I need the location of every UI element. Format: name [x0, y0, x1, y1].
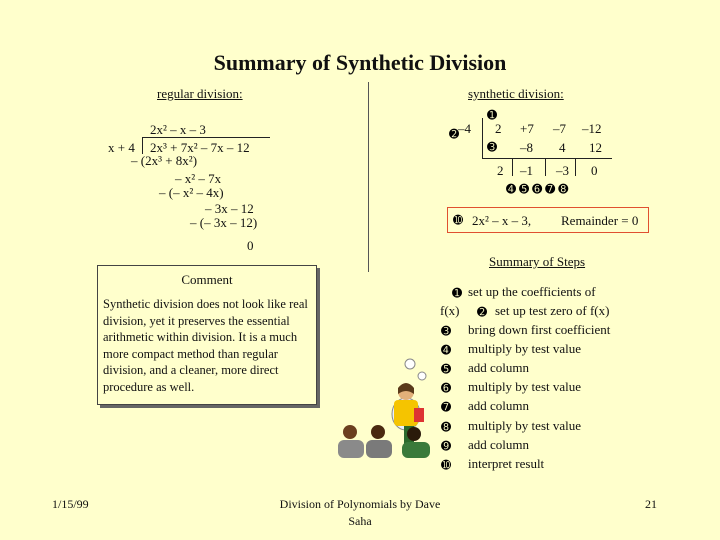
coefficient-4: –12: [582, 121, 602, 136]
step-7-text: add column: [468, 398, 530, 413]
step-line-5: – (– 3x – 12): [190, 215, 258, 230]
long-division-bar: [142, 137, 270, 138]
step-line-3: – (– x² – 4x): [159, 185, 224, 200]
coefficient-1: 2: [495, 121, 502, 136]
step-1-text: set up the coefficients of: [468, 284, 596, 299]
long-division-bracket: [142, 137, 143, 154]
step-8-icon: ➑: [441, 420, 452, 434]
synthetic-sum-line: [482, 158, 612, 159]
footer-title-line2: Saha: [348, 514, 372, 528]
step-9-icon: ➒: [441, 439, 452, 453]
result-polynomial: 2x² – x – 3,: [472, 213, 532, 228]
step-9-text: add column: [468, 437, 530, 452]
step-7-icon: ➐: [441, 400, 452, 414]
step-line-1: – (2x³ + 8x²): [131, 153, 198, 168]
remainder-text: Remainder = 0: [561, 213, 639, 228]
step-1-marker-icon: ➊: [487, 108, 498, 122]
test-zero: –4: [458, 121, 471, 136]
step-3-icon: ➌: [441, 324, 452, 338]
teacher-students-clipart: [326, 358, 434, 458]
regular-division-header: regular division:: [157, 86, 243, 101]
step-4-text: multiply by test value: [468, 341, 582, 356]
step-4-icon: ➍: [441, 343, 452, 357]
product-3: 12: [589, 140, 602, 155]
comment-title: Comment: [181, 272, 233, 287]
step-2-icon: ➋: [477, 305, 488, 319]
step-11-marker-icon: ➓: [453, 213, 464, 227]
quotient: 2x² – x – 3: [150, 122, 206, 137]
step-5-text: add column: [468, 360, 530, 375]
slide-title: Summary of Synthetic Division: [213, 50, 507, 75]
column-sep-3: [575, 158, 576, 176]
result-1: 2: [497, 163, 504, 178]
divisor: x + 4: [108, 140, 135, 155]
comment-body: Synthetic division does not look like real division, yet it preserves the essential arithmetic within division. It is a much more compact method than regular division, and a cleaner, more direct procedure as well.: [103, 297, 308, 394]
footer-date: 1/15/99: [52, 497, 89, 511]
step-3-marker-icon: ➌: [487, 140, 498, 154]
step-6-text: multiply by test value: [468, 379, 582, 394]
footer-title-line1: Division of Polynomials by Dave: [279, 497, 441, 511]
step-6-icon: ➏: [441, 381, 452, 395]
coefficient-2: +7: [520, 121, 534, 136]
result-4: 0: [591, 163, 598, 178]
comment-box: [97, 265, 317, 405]
column-sep-2: [545, 158, 546, 176]
step-line-4: – 3x – 12: [205, 201, 254, 216]
product-2: 4: [559, 140, 566, 155]
step-5-icon: ➎: [441, 362, 452, 376]
step-3-text: bring down first coefficient: [468, 322, 611, 337]
step-2-text: set up test zero of f(x): [495, 303, 610, 318]
steps-title: Summary of Steps: [489, 254, 586, 269]
column-divider: [368, 82, 369, 272]
step-line-2: – x² – 7x: [175, 171, 222, 186]
step-2-marker-icon: ➋: [449, 127, 460, 141]
dividend: 2x³ + 7x² – 7x – 12: [150, 140, 250, 155]
step-10-icon: ➓: [441, 458, 452, 472]
result-2: –1: [520, 163, 533, 178]
synthetic-division-header: synthetic division:: [468, 86, 564, 101]
step-1-text-cont: f(x): [440, 303, 460, 318]
page-number: 21: [645, 497, 657, 511]
column-sep-1: [512, 158, 513, 176]
step-1-icon: ➊: [452, 286, 463, 300]
result-3: –3: [556, 163, 569, 178]
synthetic-bracket: [482, 118, 483, 158]
step-markers-row-icon: ➍➎➏➐➑: [506, 182, 572, 196]
coefficient-3: –7: [553, 121, 566, 136]
remainder-zero: 0: [247, 238, 254, 253]
step-8-text: multiply by test value: [468, 418, 582, 433]
step-10-text: interpret result: [468, 456, 545, 471]
product-1: –8: [520, 140, 533, 155]
